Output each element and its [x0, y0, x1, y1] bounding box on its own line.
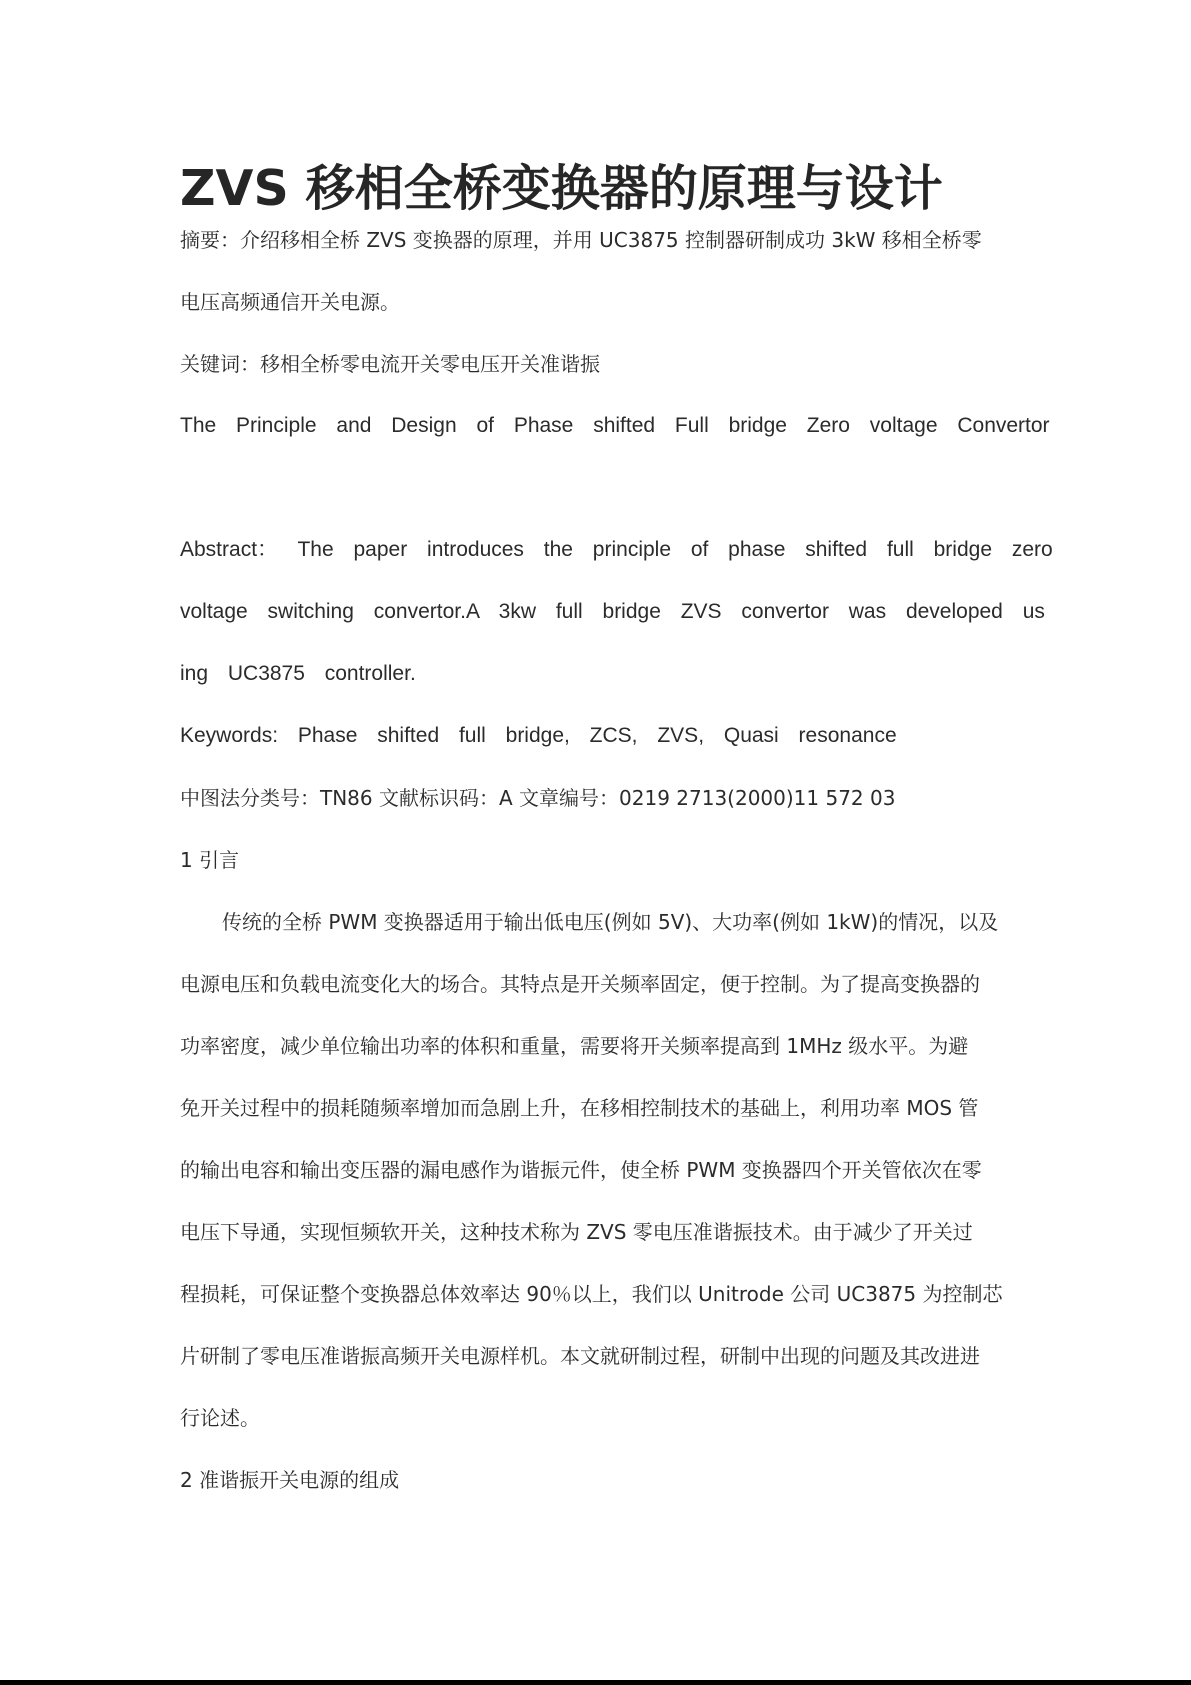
abstract-cn-line-1: 摘要：介绍移相全桥 ZVS 变换器的原理，并用 UC3875 控制器研制成功 3kW 移相全桥零	[180, 228, 982, 252]
classification-line: 中图法分类号：TN86 文献标识码：A 文章编号：0219 2713(2000)11 572 03	[180, 786, 896, 810]
intro-paragraph-line-6: 电压下导通，实现恒频软开关，这种技术称为 ZVS 零电压准谐振技术。由于减少了开关过	[180, 1220, 973, 1244]
article-title: ZVS 移相全桥变换器的原理与设计	[180, 160, 943, 217]
section-heading-2: 2 准谐振开关电源的组成	[180, 1468, 400, 1492]
keywords-cn: 关键词：移相全桥零电流开关零电压开关准谐振	[180, 352, 600, 376]
keywords-en: Keywords: Phase shifted full bridge, ZCS, ZVS, Quasi resonance	[180, 724, 897, 747]
intro-paragraph-line-9: 行论述。	[180, 1406, 260, 1430]
intro-paragraph-line-8: 片研制了零电压准谐振高频开关电源样机。本文就研制过程，研制中出现的问题及其改进进	[180, 1344, 980, 1368]
abstract-en-line-1: Abstract： The paper introduces the principle of phase shifted full bridge zero	[180, 538, 1053, 561]
intro-paragraph-line-5: 的输出电容和输出变压器的漏电感作为谐振元件，使全桥 PWM 变换器四个开关管依次在零	[180, 1158, 982, 1182]
page-bottom-border	[0, 1680, 1191, 1685]
abstract-en-line-2: voltage switching convertor.A 3kw full bridge ZVS convertor was developed us	[180, 600, 1045, 623]
english-title: The Principle and Design of Phase shifted Full bridge Zero voltage Convertor	[180, 414, 1050, 437]
intro-paragraph-line-2: 电源电压和负载电流变化大的场合。其特点是开关频率固定，便于控制。为了提高变换器的	[180, 972, 980, 996]
intro-paragraph-line-1: 传统的全桥 PWM 变换器适用于输出低电压(例如 5V)、大功率(例如 1kW)的情况，以及	[222, 910, 999, 934]
section-heading-1: 1 引言	[180, 848, 240, 872]
intro-paragraph-line-7: 程损耗，可保证整个变换器总体效率达 90％以上，我们以 Unitrode 公司 UC3875 为控制芯	[180, 1282, 1003, 1306]
abstract-en-line-3: ing UC3875 controller.	[180, 662, 416, 685]
intro-paragraph-line-3: 功率密度，减少单位输出功率的体积和重量，需要将开关频率提高到 1MHz 级水平。为避	[180, 1034, 969, 1058]
abstract-cn-line-2: 电压高频通信开关电源。	[180, 290, 400, 314]
intro-paragraph-line-4: 免开关过程中的损耗随频率增加而急剧上升，在移相控制技术的基础上，利用功率 MOS 管	[180, 1096, 979, 1120]
